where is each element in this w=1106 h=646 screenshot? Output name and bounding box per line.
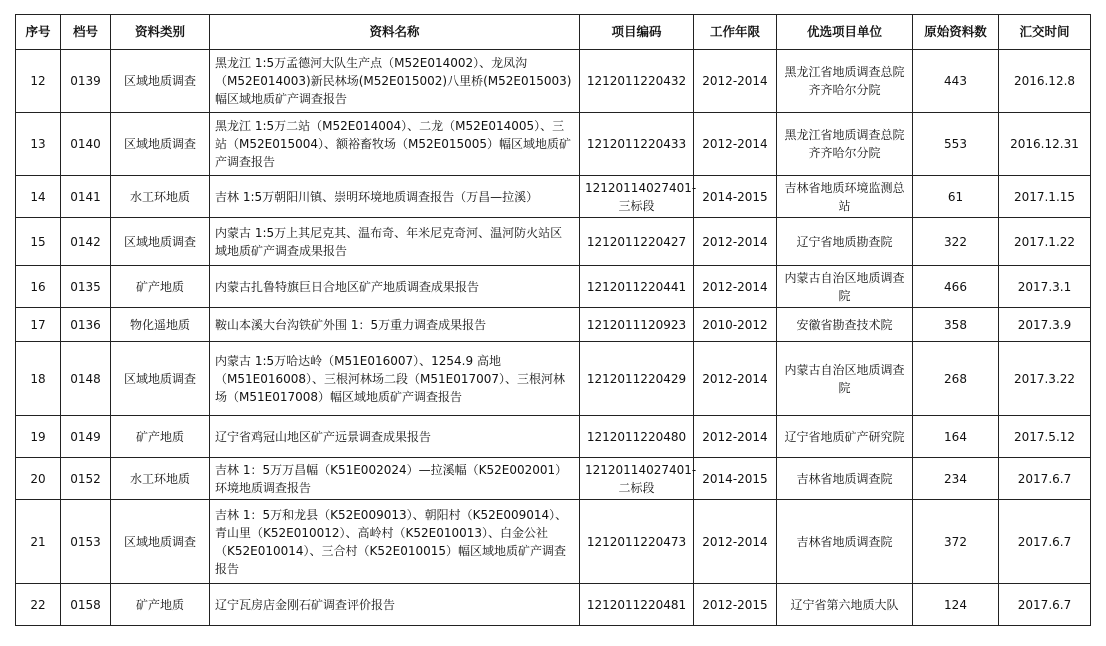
seq-cell: 12: [16, 50, 61, 113]
file-no-cell: 0139: [61, 50, 111, 113]
file-no-cell: 0149: [61, 416, 111, 458]
count-cell: 61: [913, 176, 999, 218]
header-project-code: 项目编码: [580, 15, 694, 50]
years-cell: 2012-2014: [694, 113, 777, 176]
file-no-cell: 0140: [61, 113, 111, 176]
project-code-cell: 1212011120923: [580, 308, 694, 342]
project-code-cell: 1212011220427: [580, 218, 694, 266]
table-row: [16, 308, 1091, 342]
file-no-cell: 0141: [61, 176, 111, 218]
table-row: [16, 584, 1091, 626]
name-cell: 辽宁省鸡冠山地区矿产远景调查成果报告: [210, 416, 580, 458]
unit-cell: 内蒙古自治区地质调查院: [777, 342, 913, 416]
date-cell: 2017.6.7: [999, 500, 1091, 584]
unit-cell: 辽宁省第六地质大队: [777, 584, 913, 626]
seq-cell: 13: [16, 113, 61, 176]
table-row: [16, 266, 1091, 308]
table-row: [16, 176, 1091, 218]
unit-cell: 安徽省勘查技术院: [777, 308, 913, 342]
date-cell: 2017.3.9: [999, 308, 1091, 342]
count-cell: 443: [913, 50, 999, 113]
name-cell: 吉林 1：5万万昌幅（K51E002024）—拉溪幅（K52E002001）环境地质调查报告: [210, 458, 580, 500]
header-name: 资料名称: [210, 15, 580, 50]
header-years: 工作年限: [694, 15, 777, 50]
category-cell: 物化遥地质: [111, 308, 210, 342]
years-cell: 2012-2014: [694, 416, 777, 458]
header-category: 资料类别: [111, 15, 210, 50]
count-cell: 322: [913, 218, 999, 266]
category-cell: 矿产地质: [111, 266, 210, 308]
category-cell: 水工环地质: [111, 458, 210, 500]
years-cell: 2012-2014: [694, 500, 777, 584]
category-cell: 矿产地质: [111, 416, 210, 458]
unit-cell: 辽宁省地质矿产研究院: [777, 416, 913, 458]
years-cell: 2010-2012: [694, 308, 777, 342]
years-cell: 2012-2014: [694, 218, 777, 266]
header-count: 原始资料数: [913, 15, 999, 50]
file-no-cell: 0135: [61, 266, 111, 308]
project-code-cell: 12120114027401-三标段: [580, 176, 694, 218]
file-no-cell: 0153: [61, 500, 111, 584]
seq-cell: 18: [16, 342, 61, 416]
project-code-cell: 1212011220429: [580, 342, 694, 416]
table-row: [16, 113, 1091, 176]
unit-cell: 辽宁省地质勘查院: [777, 218, 913, 266]
table-row: [16, 218, 1091, 266]
count-cell: 124: [913, 584, 999, 626]
date-cell: 2016.12.31: [999, 113, 1091, 176]
name-cell: 鞍山本溪大台沟铁矿外围 1：5万重力调查成果报告: [210, 308, 580, 342]
project-code-cell: 1212011220480: [580, 416, 694, 458]
project-code-cell: 1212011220473: [580, 500, 694, 584]
project-code-cell: 1212011220441: [580, 266, 694, 308]
name-cell: 辽宁瓦房店金刚石矿调查评价报告: [210, 584, 580, 626]
unit-cell: 黑龙江省地质调查总院齐齐哈尔分院: [777, 50, 913, 113]
project-code-cell: 1212011220432: [580, 50, 694, 113]
years-cell: 2014-2015: [694, 176, 777, 218]
file-no-cell: 0152: [61, 458, 111, 500]
count-cell: 164: [913, 416, 999, 458]
project-code-cell: 1212011220433: [580, 113, 694, 176]
table-row: [16, 342, 1091, 416]
project-code-cell: 1212011220481: [580, 584, 694, 626]
file-no-cell: 0142: [61, 218, 111, 266]
seq-cell: 21: [16, 500, 61, 584]
seq-cell: 15: [16, 218, 61, 266]
file-no-cell: 0158: [61, 584, 111, 626]
header-row: [16, 15, 1091, 50]
name-cell: 黑龙江 1:5万二站（M52E014004）、二龙（M52E014005）、三站（M52E015004）、额裕畜牧场（M52E015005）幅区域地质矿产调查报告: [210, 113, 580, 176]
name-cell: 内蒙古 1:5万哈达岭（M51E016007）、1254.9 高地（M51E016008）、三根河林场二段（M51E017007）、三根河林场（M51E017008）幅区域地质矿产调查报告: [210, 342, 580, 416]
date-cell: 2017.6.7: [999, 458, 1091, 500]
name-cell: 吉林 1:5万朝阳川镇、崇明环境地质调查报告（万昌—拉溪）: [210, 176, 580, 218]
count-cell: 466: [913, 266, 999, 308]
file-no-cell: 0136: [61, 308, 111, 342]
header-seq: 序号: [16, 15, 61, 50]
project-code-cell: 12120114027401-二标段: [580, 458, 694, 500]
count-cell: 234: [913, 458, 999, 500]
unit-cell: 内蒙古自治区地质调查院: [777, 266, 913, 308]
seq-cell: 14: [16, 176, 61, 218]
date-cell: 2017.1.15: [999, 176, 1091, 218]
file-no-cell: 0148: [61, 342, 111, 416]
category-cell: 矿产地质: [111, 584, 210, 626]
date-cell: 2016.12.8: [999, 50, 1091, 113]
seq-cell: 16: [16, 266, 61, 308]
table-row: [16, 50, 1091, 113]
table-row: [16, 458, 1091, 500]
years-cell: 2012-2014: [694, 266, 777, 308]
seq-cell: 19: [16, 416, 61, 458]
years-cell: 2014-2015: [694, 458, 777, 500]
header-date: 汇交时间: [999, 15, 1091, 50]
date-cell: 2017.5.12: [999, 416, 1091, 458]
years-cell: 2012-2014: [694, 342, 777, 416]
category-cell: 区域地质调查: [111, 50, 210, 113]
unit-cell: 黑龙江省地质调查总院齐齐哈尔分院: [777, 113, 913, 176]
count-cell: 553: [913, 113, 999, 176]
category-cell: 水工环地质: [111, 176, 210, 218]
count-cell: 358: [913, 308, 999, 342]
count-cell: 372: [913, 500, 999, 584]
years-cell: 2012-2014: [694, 50, 777, 113]
date-cell: 2017.3.1: [999, 266, 1091, 308]
category-cell: 区域地质调查: [111, 113, 210, 176]
category-cell: 区域地质调查: [111, 342, 210, 416]
category-cell: 区域地质调查: [111, 500, 210, 584]
unit-cell: 吉林省地质调查院: [777, 500, 913, 584]
count-cell: 268: [913, 342, 999, 416]
category-cell: 区域地质调查: [111, 218, 210, 266]
date-cell: 2017.3.22: [999, 342, 1091, 416]
name-cell: 黑龙江 1:5万孟德河大队生产点（M52E014002）、龙凤沟（M52E014003)新民林场(M52E015002)八里桥(M52E015003)幅区域地质矿产调查报告: [210, 50, 580, 113]
header-file-no: 档号: [61, 15, 111, 50]
name-cell: 吉林 1：5万和龙县（K52E009013）、朝阳村（K52E009014）、青山里（K52E010012）、高岭村（K52E010013）、白金公社（K52E010014）、三合村（K52E010015）幅区域地质矿产调查报告: [210, 500, 580, 584]
unit-cell: 吉林省地质调查院: [777, 458, 913, 500]
header-unit: 优选项目单位: [777, 15, 913, 50]
table-row: [16, 500, 1091, 584]
date-cell: 2017.6.7: [999, 584, 1091, 626]
name-cell: 内蒙古扎鲁特旗巨日合地区矿产地质调查成果报告: [210, 266, 580, 308]
seq-cell: 22: [16, 584, 61, 626]
years-cell: 2012-2015: [694, 584, 777, 626]
table-row: [16, 416, 1091, 458]
seq-cell: 20: [16, 458, 61, 500]
date-cell: 2017.1.22: [999, 218, 1091, 266]
archive-table: [15, 14, 1091, 626]
name-cell: 内蒙古 1:5万上其尼克其、温布奇、年米尼克奇河、温河防火站区域地质矿产调查成果报告: [210, 218, 580, 266]
unit-cell: 吉林省地质环境监测总站: [777, 176, 913, 218]
seq-cell: 17: [16, 308, 61, 342]
